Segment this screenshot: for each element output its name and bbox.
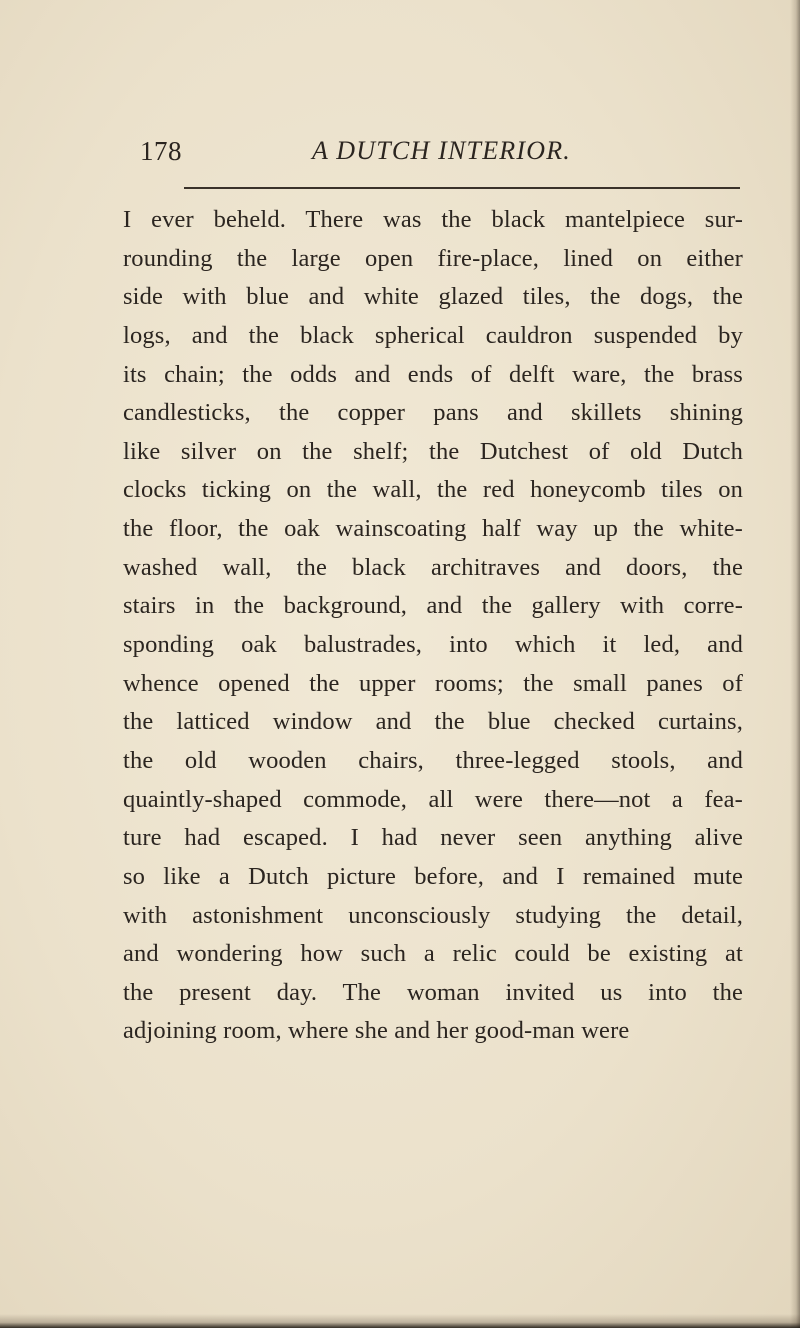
page-edge-shadow: [790, 0, 800, 1328]
text-line: washed wall, the black architraves and doors, the: [123, 553, 743, 581]
header-rule: [184, 187, 740, 189]
text-line: sponding oak balustrades, into which it led, and: [123, 631, 743, 659]
text-line: adjoining room, where she and her good-man were: [123, 1017, 630, 1045]
text-line: whence opened the upper rooms; the small panes of: [123, 669, 743, 697]
text-line: the old wooden chairs, three-legged stools, and: [123, 746, 743, 774]
text-line: and wondering how such a relic could be existing at: [123, 940, 743, 968]
page-header: [140, 136, 740, 176]
body-text: [123, 201, 743, 1051]
page-bottom-edge: [0, 1314, 800, 1328]
text-line: clocks ticking on the wall, the red honeycomb tiles on: [123, 476, 743, 504]
text-line: stairs in the background, and the gallery with corre-: [123, 592, 743, 620]
text-line: ture had escaped. I had never seen anything alive: [123, 824, 743, 852]
text-line: the present day. The woman invited us into the: [123, 978, 743, 1006]
text-line: side with blue and white glazed tiles, the dogs, the: [123, 283, 743, 311]
text-line: the latticed window and the blue checked curtains,: [123, 708, 743, 736]
text-line: logs, and the black spherical cauldron suspended by: [123, 321, 743, 349]
text-line: rounding the large open fire-place, lined on either: [123, 244, 743, 272]
text-line: its chain; the odds and ends of delft ware, the brass: [123, 360, 743, 388]
text-line: quaintly-shaped commode, all were there—not a fea-: [123, 785, 743, 813]
text-line: so like a Dutch picture before, and I remained mute: [123, 862, 743, 890]
text-line: with astonishment unconsciously studying the detail,: [123, 901, 743, 929]
running-title: A DUTCH INTERIOR.: [312, 136, 571, 165]
text-line: like silver on the shelf; the Dutchest of old Dutch: [123, 437, 743, 465]
page-number: 178: [140, 136, 182, 166]
text-line: the floor, the oak wainscoating half way up the white-: [123, 515, 743, 543]
text-line: I ever beheld. There was the black mantelpiece sur-: [123, 206, 743, 233]
text-line: candlesticks, the copper pans and skillets shining: [123, 399, 743, 427]
